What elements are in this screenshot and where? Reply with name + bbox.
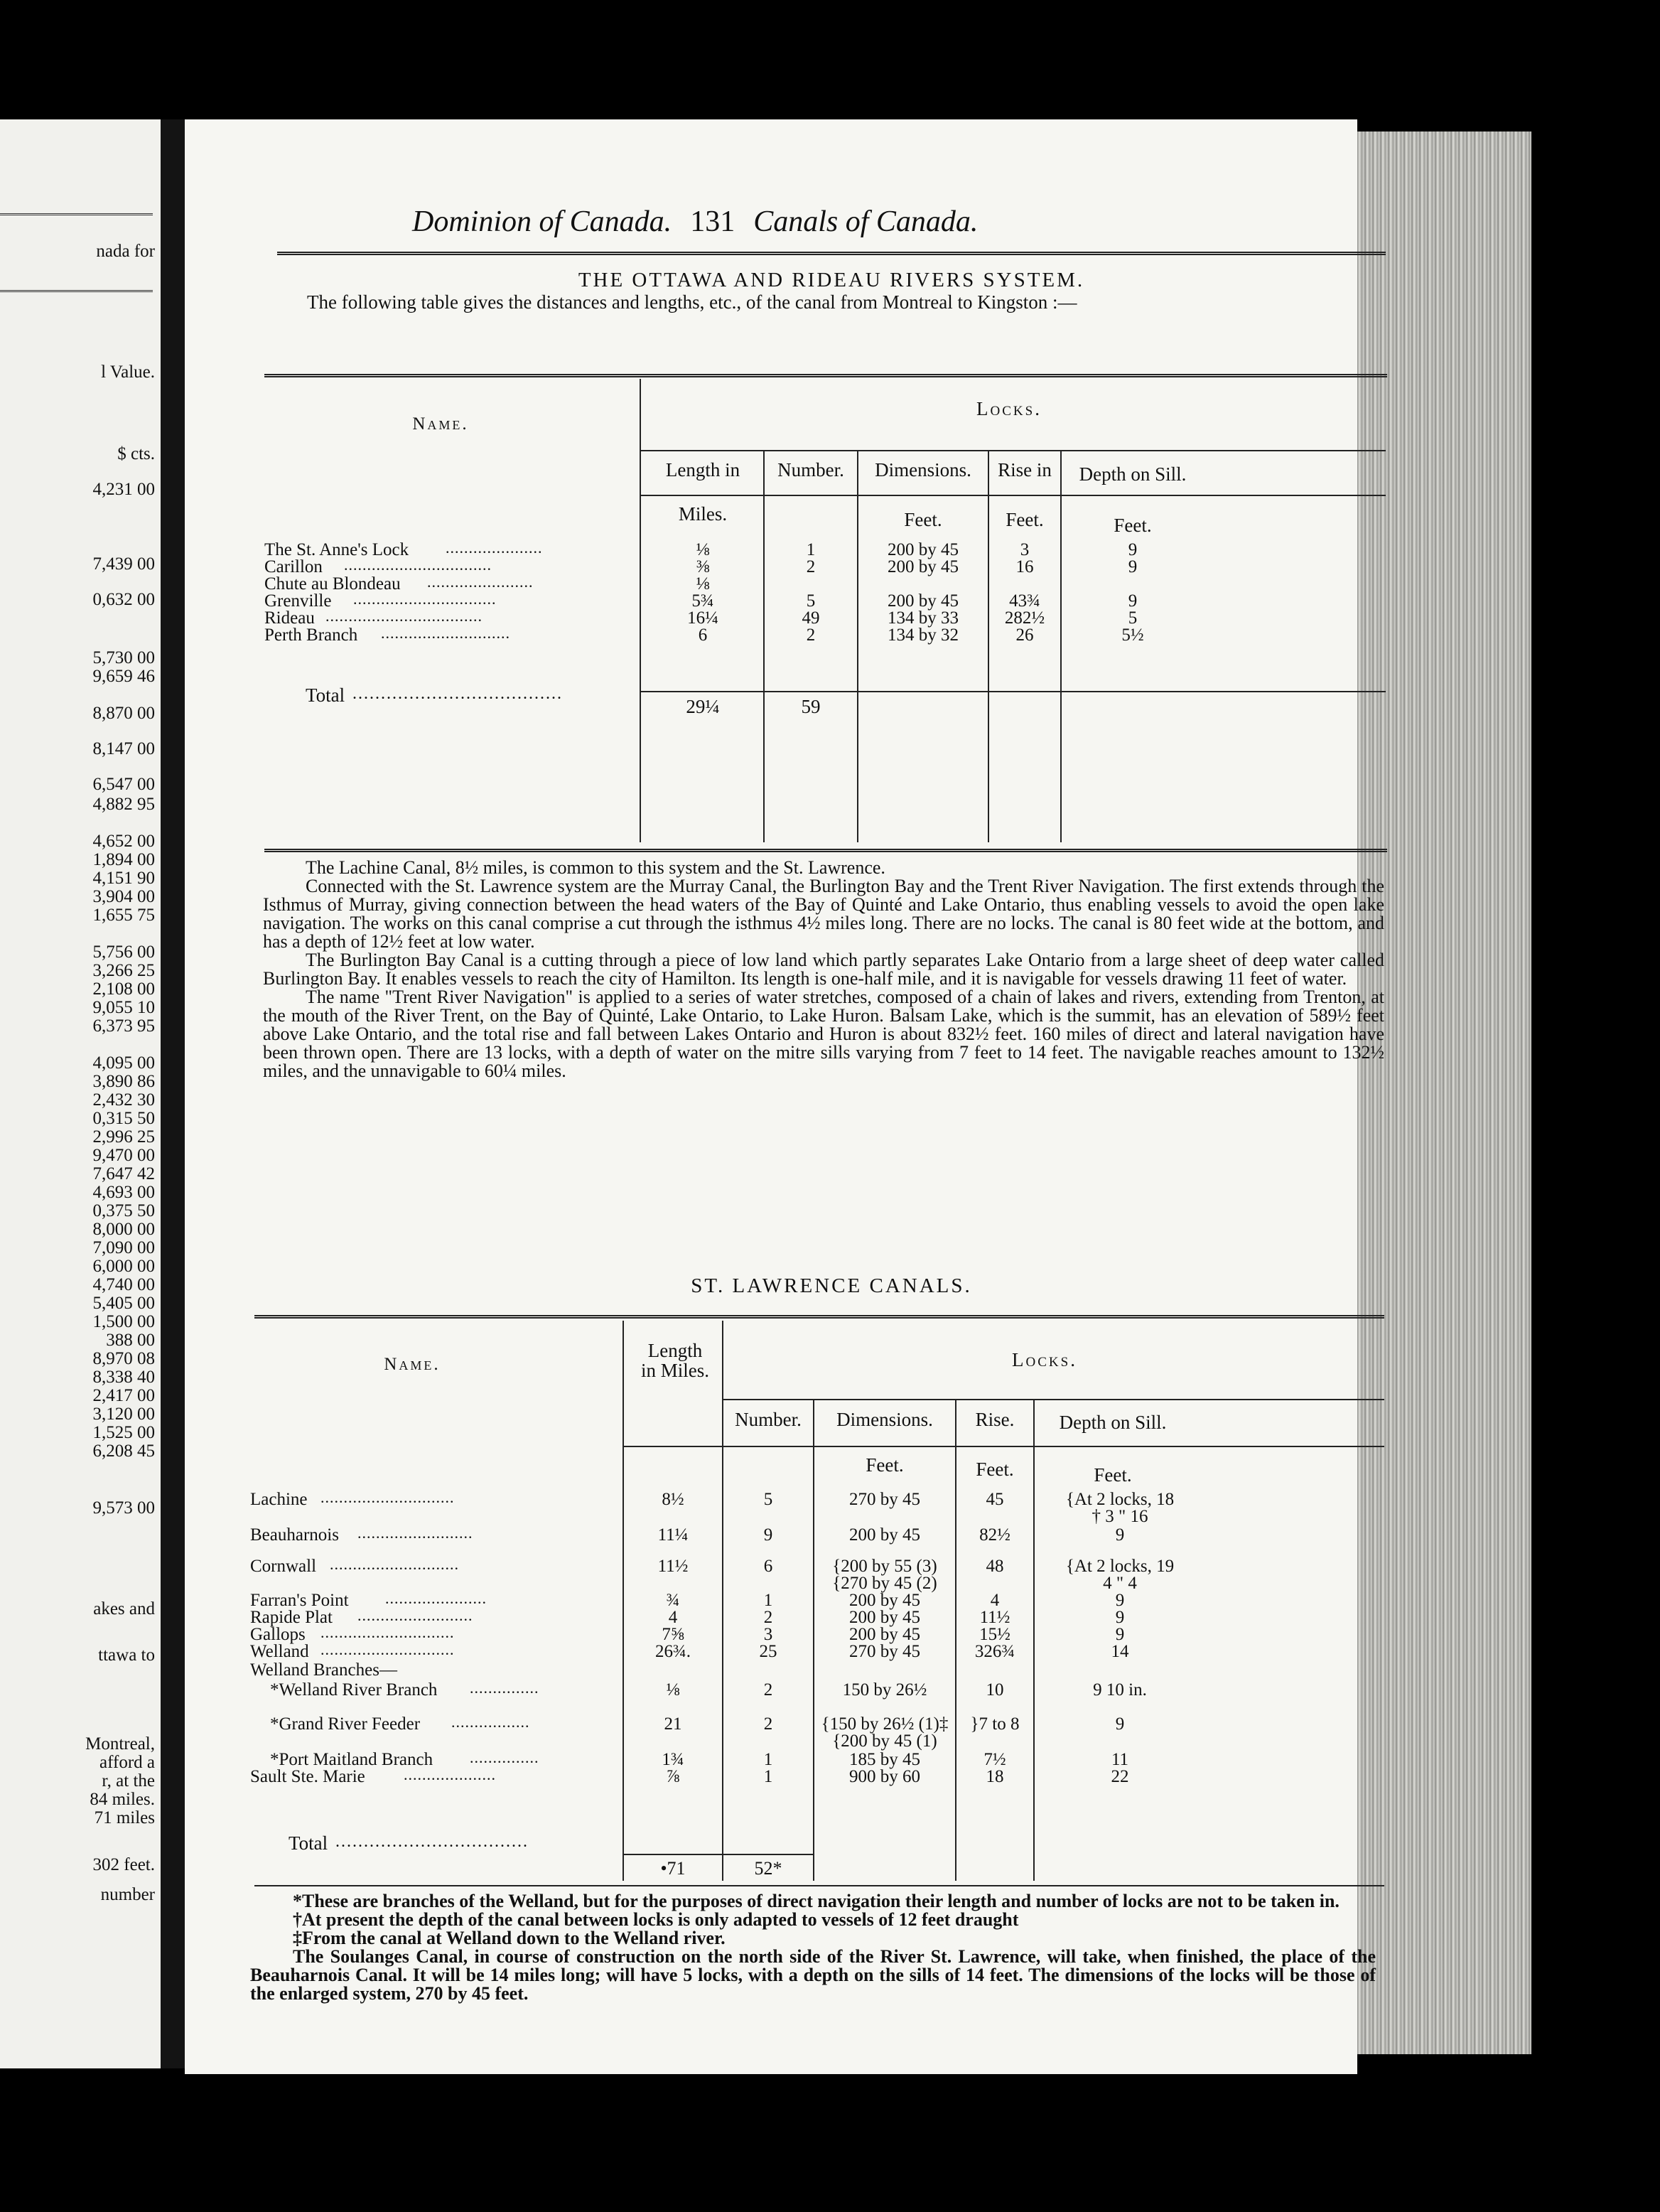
- ottawa-intro-text: The following table gives the distances and lengths, etc., of the canal from Montreal to Kingston :—: [307, 291, 1077, 313]
- ottawa-paragraph: The name "Trent River Navigation" is applied to a series of water stretches, composed of a chain of lakes and rivers, extending from Trenton, at the mouth of the River Trent, on the Bay of Quinté, Lake Ontario, to Lake Huron. Balsam Lake, which is the summit, has an elevation of 589½ feet above Lake Ontario, and the total rise and fall between Lakes Ontario and Huron is about 832½ feet. 160 miles of direct and lateral navigation have been thrown open. There are 13 locks, with a depth of water on the mitre sills varying from 7 feet to 14 feet. The navigable reaches amount to 132½ miles, and the unnavigable to 60¼ miles.: [263, 987, 1384, 1081]
- stlawrence-row-leader: ......................: [385, 1589, 487, 1607]
- left-page-text: 3,120 00: [92, 1405, 155, 1424]
- stlawrence-row-name: Farran's Point: [250, 1591, 349, 1610]
- stlawrence-row-rise: 82½: [979, 1525, 1010, 1545]
- left-page-text: $ cts.: [117, 444, 155, 463]
- stlawrence-row-depth: 11: [1111, 1750, 1129, 1769]
- stlawrence-row-name: Lachine: [250, 1490, 308, 1509]
- left-page-text: 0,375 50: [92, 1201, 155, 1220]
- stlawrence-row-rise: 15½: [979, 1625, 1010, 1644]
- ottawa-unit-feet: Feet.: [904, 509, 942, 530]
- stlawrence-row-leader: ...............: [470, 1679, 539, 1697]
- stlawrence-row-length: 11½: [657, 1557, 689, 1576]
- header-left: Dominion of Canada.: [412, 205, 672, 238]
- stlawrence-row-dims: {200 by 45 (1): [832, 1732, 937, 1751]
- ottawa-paragraphs: [263, 859, 1384, 1080]
- left-page-text: 2,108 00: [92, 979, 155, 999]
- left-page-text: 1,894 00: [92, 850, 155, 869]
- stlawrence-total-number: 52*: [754, 1858, 782, 1879]
- left-page-text: 9,659 46: [92, 667, 155, 686]
- ottawa-row-length: 6: [698, 626, 708, 645]
- stlawrence-row-number: 1: [763, 1767, 773, 1786]
- left-page-text: 4,740 00: [92, 1275, 155, 1294]
- stlawrence-row-depth: {At 2 locks, 18: [1065, 1490, 1175, 1509]
- footnotes: [250, 1892, 1376, 2003]
- stlawrence-row-depth: 9: [1115, 1608, 1125, 1627]
- left-page-text: 1,500 00: [92, 1312, 155, 1331]
- stlawrence-col-rise: Rise.: [975, 1409, 1015, 1430]
- left-page-text: 7,647 42: [92, 1164, 155, 1183]
- ottawa-row-name: Rideau: [264, 608, 315, 628]
- footnote: *These are branches of the Welland, but for the purposes of direct navigation their length and number of locks are not to be taken in.: [293, 1891, 1340, 1911]
- stlawrence-row-rise: 48: [986, 1557, 1004, 1576]
- ottawa-row-leader: ..................................: [325, 607, 483, 625]
- stlawrence-row-depth: 9 10 in.: [1093, 1680, 1147, 1700]
- stlawrence-row-rise: 18: [986, 1767, 1004, 1786]
- footnote: The Soulanges Canal, in course of construction on the north side of the River St. Lawrence, will take, when finished, the place of the Beauharnois Canal. It will be 14 miles long; will have 5 locks, with a depth on the sills of 14 feet. The dimensions of the locks will be those of the enlarged system, 270 by 45 feet.: [250, 1946, 1376, 2004]
- left-page-text: 2,417 00: [92, 1386, 155, 1405]
- ottawa-row-leader: .......................: [427, 573, 534, 591]
- ottawa-paragraph: Connected with the St. Lawrence system are the Murray Canal, the Burlington Bay and the Trent River Navigation. The first extends through the Isthmus of Murray, giving connection between the head waters of the Bay of Quinté and Lake Ontario, thus enabling vessels to avoid the open lake navigation. The works on this canal comprise a cut through the isthmus 4½ miles long. There are no locks. The canal is 80 feet wide at the bottom, and has a depth of 12½ feet at low water.: [263, 876, 1384, 952]
- left-page-text: 3,266 25: [92, 961, 155, 980]
- left-page-text: 0,632 00: [92, 590, 155, 609]
- ottawa-col-divider: [1060, 450, 1062, 842]
- ottawa-locks-rule: [640, 450, 1386, 451]
- stlawrence-row-number: 6: [763, 1557, 773, 1576]
- ottawa-row-length: 5¾: [691, 591, 714, 611]
- left-page-text: ttawa to: [98, 1645, 155, 1665]
- stlawrence-col-number: Number.: [735, 1409, 802, 1430]
- stlawrence-row-depth: 9: [1115, 1525, 1125, 1545]
- stlawrence-title: ST. LAWRENCE CANALS.: [691, 1274, 972, 1297]
- left-page-text: 5,730 00: [92, 648, 155, 667]
- stlawrence-row-depth: 14: [1111, 1642, 1129, 1661]
- stlawrence-row-leader: ............................: [330, 1555, 459, 1573]
- stlawrence-header-rule: [622, 1446, 1384, 1447]
- book-gutter: [161, 119, 185, 2068]
- ottawa-row-number: 49: [802, 608, 820, 628]
- ottawa-row-rise: 43¾: [1009, 591, 1040, 611]
- stlawrence-row-number: 25: [759, 1642, 777, 1661]
- stlawrence-row-length: ⅞: [666, 1767, 680, 1786]
- ottawa-unit-feet: Feet.: [1114, 515, 1152, 536]
- ottawa-row-name: The St. Anne's Lock: [264, 540, 409, 559]
- ottawa-row-dims: 200 by 45: [888, 540, 959, 559]
- stlawrence-row-dims: 200 by 45: [849, 1608, 920, 1627]
- ottawa-row-dims: 200 by 45: [888, 557, 959, 576]
- stlawrence-row-leader: .........................: [357, 1606, 473, 1624]
- stlawrence-row-number: 2: [763, 1608, 773, 1627]
- header-rule: [277, 252, 1386, 255]
- stlawrence-col-depth: Depth on Sill.: [1059, 1412, 1167, 1433]
- left-page: [0, 119, 161, 2068]
- ottawa-divider: [640, 379, 641, 842]
- stlawrence-row-dims: 185 by 45: [849, 1750, 920, 1769]
- stlawrence-length-header: Length in Miles.: [640, 1340, 709, 1381]
- left-page-text: 2,432 30: [92, 1090, 155, 1110]
- ottawa-row-leader: ...............................: [353, 590, 497, 608]
- ottawa-row-depth: 9: [1128, 591, 1138, 611]
- left-page-text: 3,904 00: [92, 887, 155, 906]
- ottawa-row-length: 16¼: [687, 608, 718, 628]
- left-page-text: 4,652 00: [92, 832, 155, 851]
- stlawrence-row-name: Beauharnois: [250, 1525, 339, 1545]
- left-page-text: l Value.: [101, 363, 155, 382]
- stlawrence-row-length: 7⅝: [662, 1625, 684, 1644]
- stlawrence-row-dims: 270 by 45: [849, 1642, 920, 1661]
- ottawa-table-top-rule: [264, 374, 1387, 377]
- ottawa-paragraph: The Burlington Bay Canal is a cutting through a piece of low land which partly separates Lake Ontario from a large sheet of deep water called Burlington Bay. It enables vessels to reach the city of Hamilton. Its length is one-half mile, and it is navigable for vessels drawing 11 feet of water.: [263, 950, 1384, 989]
- left-page-text: 84 miles.: [90, 1790, 155, 1809]
- ottawa-row-number: 2: [806, 626, 816, 645]
- stlawrence-table-bottom-rule: [254, 1885, 1384, 1886]
- stlawrence-locks-rule: [722, 1399, 1384, 1400]
- ottawa-row-name: Carillon: [264, 557, 323, 576]
- page-number: 131: [690, 205, 735, 238]
- stlawrence-unit-feet: Feet.: [866, 1454, 904, 1476]
- left-page-text: 5,405 00: [92, 1294, 155, 1313]
- ottawa-row-depth: 9: [1128, 540, 1138, 559]
- left-page-text: 0,315 50: [92, 1109, 155, 1128]
- left-page-text: 1,655 75: [92, 906, 155, 925]
- ottawa-paragraph: The Lachine Canal, 8½ miles, is common to this system and the St. Lawrence.: [306, 857, 885, 878]
- stlawrence-row-rise: 7½: [983, 1750, 1006, 1769]
- stlawrence-row-leader: .............................: [320, 1641, 455, 1658]
- stlawrence-row-name: Gallops: [250, 1625, 306, 1644]
- stlawrence-total-leader: ..................................: [335, 1832, 529, 1851]
- left-page-text: 4,693 00: [92, 1183, 155, 1202]
- ottawa-row-dims: 134 by 32: [888, 626, 959, 645]
- stlawrence-unit-feet: Feet.: [976, 1459, 1014, 1480]
- left-page-text: 302 feet.: [92, 1855, 155, 1874]
- left-page-text: 6,000 00: [92, 1257, 155, 1276]
- stlawrence-row-number: 1: [763, 1750, 773, 1769]
- stlawrence-row-dims: 150 by 26½: [842, 1680, 927, 1700]
- stlawrence-row-name: Welland Branches—: [250, 1660, 397, 1680]
- ottawa-total-rule: [640, 691, 1386, 692]
- left-page-text: 4,231 00: [92, 480, 155, 499]
- stlawrence-row-rise: 4: [990, 1591, 1000, 1610]
- stlawrence-row-name: Sault Ste. Marie: [250, 1767, 365, 1786]
- stlawrence-row-rise: 10: [986, 1680, 1004, 1700]
- ottawa-table-bottom-rule: [264, 849, 1387, 852]
- ottawa-row-length: ⅛: [696, 540, 710, 559]
- stlawrence-row-length: 11¼: [657, 1525, 689, 1545]
- left-page-text: Montreal,: [85, 1734, 155, 1754]
- ottawa-col-dimensions: Dimensions.: [875, 459, 971, 480]
- left-page-text: 3,890 86: [92, 1072, 155, 1091]
- left-page-text: 9,573 00: [92, 1498, 155, 1518]
- ottawa-row-depth: 5½: [1121, 626, 1144, 645]
- ottawa-total-leader: .....................................: [352, 684, 563, 703]
- stlawrence-row-leader: ...............: [470, 1749, 539, 1766]
- ottawa-row-length: ⅛: [696, 574, 710, 594]
- left-page-text: r, at the: [102, 1771, 155, 1790]
- stlawrence-row-number: 3: [763, 1625, 773, 1644]
- left-page-text: 6,208 45: [92, 1441, 155, 1461]
- ottawa-unit-feet: Feet.: [1006, 509, 1044, 530]
- stlawrence-row-length: 8½: [662, 1490, 684, 1509]
- ottawa-col-rise: Rise in: [998, 459, 1052, 480]
- stlawrence-row-number: 2: [763, 1680, 773, 1700]
- stlawrence-row-depth: 22: [1111, 1767, 1129, 1786]
- ottawa-col-divider: [763, 450, 765, 842]
- ottawa-title: THE OTTAWA AND RIDEAU RIVERS SYSTEM.: [578, 269, 1085, 291]
- ottawa-intro: [264, 293, 1394, 311]
- stlawrence-row-length: ⅛: [666, 1680, 680, 1700]
- ottawa-col-length: Length in: [665, 459, 740, 480]
- header-right: Canals of Canada.: [753, 205, 979, 238]
- ottawa-header-rule: [640, 495, 1386, 496]
- left-page-text: 4,151 90: [92, 869, 155, 888]
- stlawrence-row-rise: 45: [986, 1490, 1004, 1509]
- stlawrence-row-rise: 326¾: [974, 1642, 1015, 1661]
- stlawrence-row-dims: 270 by 45: [849, 1490, 920, 1509]
- stlawrence-row-dims: {150 by 26½ (1)‡: [821, 1714, 949, 1734]
- stlawrence-row-depth: † 3 " 16: [1092, 1507, 1148, 1526]
- left-page-text: akes and: [93, 1599, 155, 1618]
- footnote: ‡From the canal at Welland down to the Welland river.: [293, 1928, 726, 1948]
- left-page-text: 8,000 00: [92, 1220, 155, 1239]
- left-page-text: 6,547 00: [92, 775, 155, 794]
- left-page-text: 4,882 95: [92, 795, 155, 814]
- stlawrence-row-leader: .........................: [357, 1524, 473, 1542]
- ottawa-row-rise: 282½: [1004, 608, 1045, 628]
- ottawa-row-number: 1: [806, 540, 816, 559]
- stlawrence-row-length: 1¾: [662, 1750, 684, 1769]
- ottawa-unit-miles: Miles.: [678, 503, 728, 525]
- ottawa-row-rise: 16: [1015, 557, 1034, 576]
- stlawrence-row-depth: 9: [1115, 1625, 1125, 1644]
- left-page-text: 7,439 00: [92, 554, 155, 574]
- stlawrence-row-length: 21: [664, 1714, 682, 1734]
- ottawa-total-length: 29¼: [686, 696, 720, 717]
- ottawa-name-header: Name.: [412, 414, 469, 434]
- ottawa-row-name: Perth Branch: [264, 626, 358, 645]
- ottawa-row-length: ⅜: [696, 557, 710, 576]
- stlawrence-unit-feet: Feet.: [1094, 1464, 1132, 1486]
- stlawrence-row-name: *Port Maitland Branch: [270, 1750, 433, 1769]
- ottawa-col-depth: Depth on Sill.: [1079, 463, 1187, 485]
- left-page-text: 2,996 25: [92, 1127, 155, 1147]
- left-page-text: nada for: [96, 242, 155, 261]
- left-page-text: 9,470 00: [92, 1146, 155, 1165]
- ottawa-row-leader: ................................: [344, 556, 492, 574]
- stlawrence-row-leader: .............................: [320, 1623, 455, 1641]
- stlawrence-row-name: Welland: [250, 1642, 309, 1661]
- stlawrence-row-number: 5: [763, 1490, 773, 1509]
- stlawrence-row-rise: 11½: [979, 1608, 1010, 1627]
- stlawrence-row-leader: ....................: [404, 1766, 496, 1783]
- left-page-text: 71 miles: [94, 1808, 155, 1827]
- stlawrence-table-top-rule: [254, 1315, 1384, 1319]
- ottawa-row-number: 5: [806, 591, 816, 611]
- footnote: †At present the depth of the canal between locks is only adapted to vessels of 12 feet draught: [293, 1909, 1019, 1930]
- ottawa-total-label: Total: [306, 684, 345, 706]
- stlawrence-total-label: Total: [289, 1832, 328, 1854]
- stlawrence-name-header: Name.: [384, 1355, 441, 1374]
- stlawrence-row-leader: .............................: [320, 1488, 455, 1506]
- left-page-text: 9,055 10: [92, 998, 155, 1017]
- stlawrence-row-depth: {At 2 locks, 19: [1065, 1557, 1175, 1576]
- ottawa-row-depth: 5: [1128, 608, 1138, 628]
- stlawrence-row-number: 9: [763, 1525, 773, 1545]
- ottawa-row-leader: .....................: [446, 539, 543, 557]
- stlawrence-row-length: ¾: [666, 1591, 680, 1610]
- ottawa-row-dims: 134 by 33: [888, 608, 959, 628]
- stlawrence-row-length: 26¾.: [655, 1642, 691, 1661]
- stlawrence-locks-header: Locks.: [1012, 1349, 1077, 1370]
- stlawrence-row-dims: 900 by 60: [849, 1767, 920, 1786]
- ottawa-row-leader: ............................: [381, 624, 510, 642]
- stlawrence-row-dims: 200 by 45: [849, 1625, 920, 1644]
- left-page-text: 388 00: [106, 1331, 155, 1350]
- ottawa-locks-header: Locks.: [976, 398, 1042, 419]
- ottawa-col-number: Number.: [777, 459, 844, 480]
- stlawrence-row-number: 2: [763, 1714, 773, 1734]
- left-page-text: number: [100, 1885, 155, 1904]
- stlawrence-row-dims: 200 by 45: [849, 1525, 920, 1545]
- left-page-text: 7,090 00: [92, 1238, 155, 1257]
- stlawrence-total-length: •71: [660, 1858, 686, 1879]
- stlawrence-row-dims: {200 by 55 (3): [832, 1557, 937, 1576]
- left-page-rule: [0, 290, 153, 292]
- left-page-text: 4,095 00: [92, 1053, 155, 1073]
- stlawrence-row-name: *Welland River Branch: [270, 1680, 438, 1700]
- stlawrence-row-depth: 9: [1115, 1714, 1125, 1734]
- left-page-text: 8,870 00: [92, 704, 155, 723]
- left-page-text: 8,338 40: [92, 1368, 155, 1387]
- ottawa-row-name: Grenville: [264, 591, 332, 611]
- ottawa-row-dims: 200 by 45: [888, 591, 959, 611]
- stlawrence-row-dims: 200 by 45: [849, 1591, 920, 1610]
- ottawa-row-number: 2: [806, 557, 816, 576]
- stlawrence-row-number: 1: [763, 1591, 773, 1610]
- main-page: [185, 119, 1384, 2074]
- ottawa-row-rise: 3: [1020, 540, 1030, 559]
- stlawrence-row-length: 4: [668, 1608, 678, 1627]
- left-page-text: 5,756 00: [92, 943, 155, 962]
- stlawrence-total-rule: [622, 1854, 813, 1855]
- left-page-text: 8,970 08: [92, 1349, 155, 1368]
- stlawrence-row-rise: }7 to 8: [970, 1714, 1020, 1734]
- stlawrence-row-depth: 9: [1115, 1591, 1125, 1610]
- ottawa-row-rise: 26: [1015, 626, 1034, 645]
- ottawa-row-depth: 9: [1128, 557, 1138, 576]
- stlawrence-col-dimensions: Dimensions.: [836, 1409, 933, 1430]
- left-page-text: afford a: [99, 1753, 155, 1772]
- ottawa-row-name: Chute au Blondeau: [264, 574, 401, 594]
- running-header: [412, 205, 978, 239]
- left-page-text: 1,525 00: [92, 1423, 155, 1442]
- left-page-rule: [0, 213, 153, 215]
- stlawrence-row-dims: {270 by 45 (2): [832, 1574, 937, 1593]
- stlawrence-row-name: Rapide Plat: [250, 1608, 333, 1627]
- left-page-text: 8,147 00: [92, 739, 155, 758]
- stlawrence-row-depth: 4 " 4: [1103, 1574, 1137, 1593]
- ottawa-total-number: 59: [801, 696, 821, 717]
- stlawrence-row-leader: .................: [451, 1713, 530, 1731]
- stlawrence-row-name: *Grand River Feeder: [270, 1714, 421, 1734]
- left-page-text: 6,373 95: [92, 1016, 155, 1036]
- stlawrence-row-name: Cornwall: [250, 1557, 317, 1576]
